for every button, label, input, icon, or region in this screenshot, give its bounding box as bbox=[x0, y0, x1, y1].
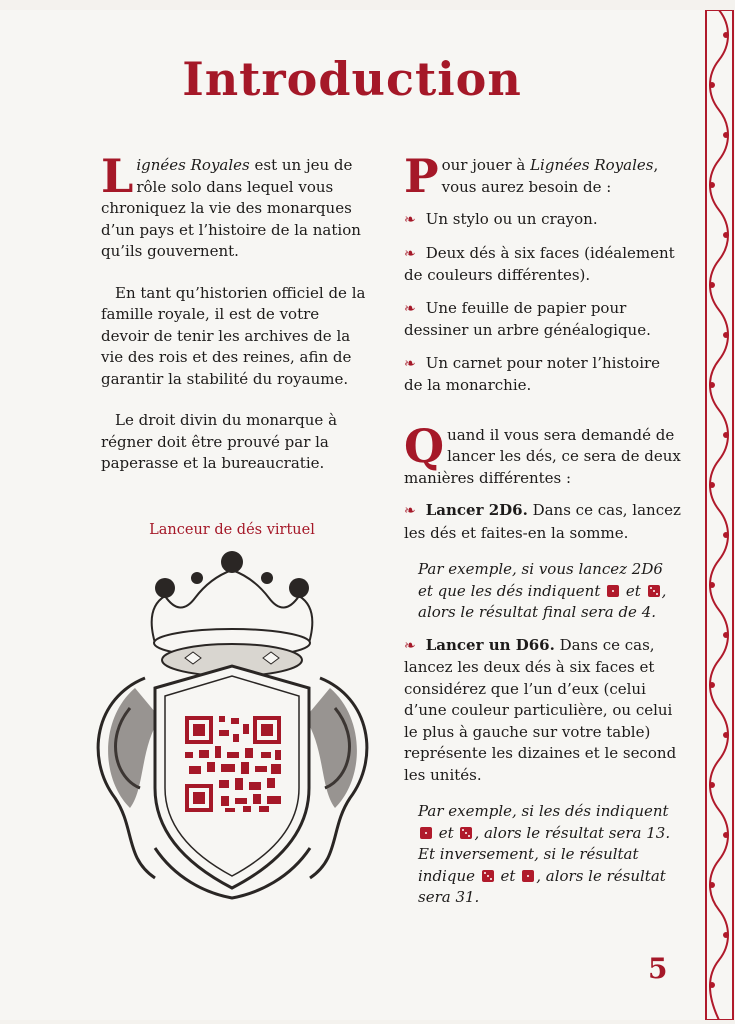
divine-right-paragraph: Le droit divin du monarque à régner doit être prouvé par la paperasse et la bureaucratie. bbox=[101, 411, 338, 472]
die-face-3-icon bbox=[648, 585, 660, 597]
drop-cap: Q bbox=[404, 418, 445, 473]
die-face-1-icon bbox=[607, 585, 619, 597]
page-title: Introduction bbox=[182, 52, 522, 106]
list-item: ❧ Lancer un D66. Dans ce cas, lancez les deux dés à six faces et considérez que l’un d’eux (celui d’une couleur particulière, ou celui le plus à gauche sur votre table) représente les dizaines et le second les unités. bbox=[404, 635, 677, 784]
list-item: ❧ Deux dés à six faces (idéalement de couleurs différentes). bbox=[404, 243, 675, 284]
intro-paragraph bbox=[101, 149, 366, 263]
fleuron-icon: ❧ bbox=[404, 300, 416, 317]
fleuron-icon: ❧ bbox=[404, 245, 416, 262]
needs-intro: Pour jouer à Lignées Royales, vous aurez besoin de : bbox=[404, 149, 659, 203]
left-column bbox=[101, 149, 366, 475]
die-face-1-icon bbox=[522, 870, 534, 882]
fleuron-icon: ❧ bbox=[404, 212, 416, 228]
die-face-3-icon bbox=[482, 870, 494, 882]
fleuron-icon: ❧ bbox=[404, 355, 416, 372]
roll-intro: Quand il vous sera demandé de lancer les dés, ce sera de deux manières différentes : bbox=[404, 418, 681, 487]
decorative-floral-border bbox=[704, 10, 735, 1020]
list-item: ❧ Un carnet pour noter l’histoire de la monarchie. bbox=[404, 353, 661, 394]
right-column bbox=[404, 149, 682, 909]
historian-paragraph: En tant qu’historien officiel de la famille royale, il est de votre devoir de tenir les archives de la vie des rois et des reines, afin de garantir la stabilité du royaume. bbox=[101, 283, 366, 388]
die-face-3-icon bbox=[460, 827, 472, 839]
fleuron-icon: ❧ bbox=[404, 503, 416, 519]
game-title-italic: ignées Royales bbox=[136, 156, 250, 174]
intro-text: est un jeu de rôle solo dans lequel vous chroniquez la vie des monarques d’un pays et l’histoire de la nation qu’ils gouvernent. bbox=[101, 156, 361, 260]
die-face-1-icon bbox=[420, 827, 432, 839]
drop-cap: P bbox=[404, 149, 439, 203]
example-d66: Par exemple, si les dés indiquent et , alors le résultat sera 13. Et inversement, si le résultat indique et , alors le résultat sera 31. bbox=[418, 802, 671, 906]
floral-border-icon bbox=[704, 10, 735, 1020]
fleuron-icon: ❧ bbox=[404, 637, 416, 654]
crown-shield-emblem bbox=[85, 548, 380, 908]
drop-cap: L bbox=[101, 149, 134, 203]
example-2d6: Par exemple, si vous lancez 2D6 et que les dés indiquent et , alors le résultat final sera de 4. bbox=[418, 560, 667, 621]
list-item: ❧ Un stylo ou un crayon. bbox=[404, 210, 598, 228]
list-item: ❧ Lancer 2D6. Dans ce cas, lancez les dés et faites-en la somme. bbox=[404, 501, 681, 542]
page-number: 5 bbox=[648, 952, 668, 985]
dice-roller-caption: Lanceur de dés virtuel bbox=[149, 522, 315, 538]
list-item: ❧ Une feuille de papier pour dessiner un arbre généalogique. bbox=[404, 298, 651, 339]
game-title-italic: Lignées Royales bbox=[530, 156, 654, 174]
